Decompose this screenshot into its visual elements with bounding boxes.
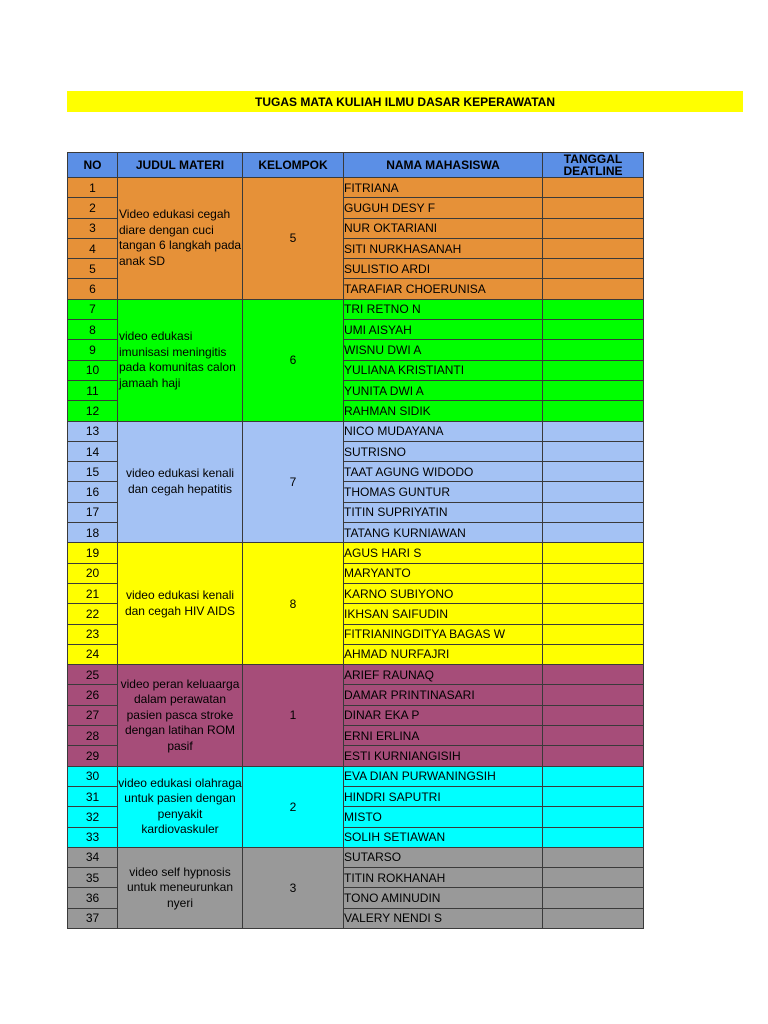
cell-no[interactable]: 37 bbox=[68, 908, 118, 928]
cell-no[interactable]: 32 bbox=[68, 807, 118, 827]
cell-no[interactable]: 6 bbox=[68, 279, 118, 299]
header-nama-mahasiswa[interactable]: NAMA MAHASISWA bbox=[344, 153, 543, 178]
cell-no[interactable]: 11 bbox=[68, 380, 118, 400]
cell-judul-materi[interactable]: video peran keluaarga dalam perawatan pasien pasca stroke dengan latihan ROM pasif bbox=[118, 665, 243, 766]
cell-tanggal-deatline[interactable] bbox=[543, 198, 644, 218]
cell-tanggal-deatline[interactable] bbox=[543, 421, 644, 441]
header-tanggal-deatline[interactable]: TANGGAL DEATLINE bbox=[543, 153, 644, 178]
cell-no[interactable]: 34 bbox=[68, 847, 118, 867]
table-row bbox=[68, 847, 644, 867]
header-no[interactable]: NO bbox=[68, 153, 118, 178]
cell-tanggal-deatline[interactable] bbox=[543, 482, 644, 502]
table-row bbox=[68, 766, 644, 786]
cell-no[interactable]: 2 bbox=[68, 198, 118, 218]
table-row bbox=[68, 178, 644, 198]
cell-no[interactable]: 1 bbox=[68, 178, 118, 198]
cell-nama-mahasiswa[interactable]: THOMAS GUNTUR bbox=[344, 482, 543, 502]
cell-no[interactable]: 29 bbox=[68, 746, 118, 766]
cell-tanggal-deatline[interactable] bbox=[543, 238, 644, 258]
cell-tanggal-deatline[interactable] bbox=[543, 441, 644, 461]
sheet-title: TUGAS MATA KULIAH ILMU DASAR KEPERAWATAN bbox=[67, 91, 743, 112]
cell-nama-mahasiswa[interactable]: FITRIANINGDITYA BAGAS W bbox=[344, 624, 543, 644]
cell-judul-materi[interactable]: video edukasi kenali dan cegah hepatitis bbox=[118, 421, 243, 543]
cell-no[interactable]: 21 bbox=[68, 583, 118, 603]
cell-no[interactable]: 8 bbox=[68, 320, 118, 340]
cell-nama-mahasiswa[interactable]: ESTI KURNIANGISIH bbox=[344, 746, 543, 766]
cell-nama-mahasiswa[interactable]: EVA DIAN PURWANINGSIH bbox=[344, 766, 543, 786]
cell-nama-mahasiswa[interactable]: TITIN ROKHANAH bbox=[344, 868, 543, 888]
cell-nama-mahasiswa[interactable]: TARAFIAR CHOERUNISA bbox=[344, 279, 543, 299]
cell-kelompok[interactable]: 6 bbox=[243, 299, 344, 421]
cell-nama-mahasiswa[interactable]: GUGUH DESY F bbox=[344, 198, 543, 218]
cell-no[interactable]: 22 bbox=[68, 604, 118, 624]
cell-no[interactable]: 9 bbox=[68, 340, 118, 360]
cell-no[interactable]: 28 bbox=[68, 726, 118, 746]
cell-no[interactable]: 7 bbox=[68, 299, 118, 319]
cell-kelompok[interactable]: 1 bbox=[243, 665, 344, 766]
cell-no[interactable]: 17 bbox=[68, 502, 118, 522]
cell-kelompok[interactable]: 3 bbox=[243, 847, 344, 928]
table-row bbox=[68, 665, 644, 685]
cell-tanggal-deatline[interactable] bbox=[543, 604, 644, 624]
cell-judul-materi[interactable]: video edukasi imunisasi meningitis pada komunitas calon jamaah haji bbox=[118, 299, 243, 421]
cell-no[interactable]: 15 bbox=[68, 462, 118, 482]
cell-tanggal-deatline[interactable] bbox=[543, 523, 644, 543]
cell-no[interactable]: 36 bbox=[68, 888, 118, 908]
cell-tanggal-deatline[interactable] bbox=[543, 218, 644, 238]
cell-nama-mahasiswa[interactable]: KARNO SUBIYONO bbox=[344, 583, 543, 603]
cell-judul-materi[interactable]: video self hypnosis untuk meneurunkan nyeri bbox=[118, 847, 243, 928]
cell-nama-mahasiswa[interactable]: NUR OKTARIANI bbox=[344, 218, 543, 238]
cell-nama-mahasiswa[interactable]: SULISTIO ARDI bbox=[344, 259, 543, 279]
cell-tanggal-deatline[interactable] bbox=[543, 786, 644, 806]
cell-no[interactable]: 14 bbox=[68, 441, 118, 461]
cell-nama-mahasiswa[interactable]: HINDRI SAPUTRI bbox=[344, 786, 543, 806]
cell-tanggal-deatline[interactable] bbox=[543, 665, 644, 685]
cell-no[interactable]: 18 bbox=[68, 523, 118, 543]
cell-kelompok[interactable]: 8 bbox=[243, 543, 344, 665]
cell-tanggal-deatline[interactable] bbox=[543, 827, 644, 847]
cell-judul-materi[interactable]: video edukasi kenali dan cegah HIV AIDS bbox=[118, 543, 243, 665]
cell-no[interactable]: 26 bbox=[68, 685, 118, 705]
cell-kelompok[interactable]: 7 bbox=[243, 421, 344, 543]
cell-nama-mahasiswa[interactable]: YULIANA KRISTIANTI bbox=[344, 360, 543, 380]
cell-nama-mahasiswa[interactable]: AGUS HARI S bbox=[344, 543, 543, 563]
cell-kelompok[interactable]: 2 bbox=[243, 766, 344, 847]
cell-no[interactable]: 27 bbox=[68, 705, 118, 725]
cell-nama-mahasiswa[interactable]: IKHSAN SAIFUDIN bbox=[344, 604, 543, 624]
cell-nama-mahasiswa[interactable]: SUTRISNO bbox=[344, 441, 543, 461]
cell-nama-mahasiswa[interactable]: WISNU DWI A bbox=[344, 340, 543, 360]
cell-nama-mahasiswa[interactable]: SOLIH SETIAWAN bbox=[344, 827, 543, 847]
cell-no[interactable]: 19 bbox=[68, 543, 118, 563]
table-row bbox=[68, 421, 644, 441]
cell-tanggal-deatline[interactable] bbox=[543, 908, 644, 928]
cell-no[interactable]: 35 bbox=[68, 868, 118, 888]
cell-no[interactable]: 4 bbox=[68, 238, 118, 258]
header-kelompok[interactable]: KELOMPOK bbox=[243, 153, 344, 178]
cell-kelompok[interactable]: 5 bbox=[243, 178, 344, 300]
cell-tanggal-deatline[interactable] bbox=[543, 847, 644, 867]
cell-tanggal-deatline[interactable] bbox=[543, 502, 644, 522]
cell-tanggal-deatline[interactable] bbox=[543, 320, 644, 340]
cell-nama-mahasiswa[interactable]: DINAR EKA P bbox=[344, 705, 543, 725]
cell-no[interactable]: 12 bbox=[68, 401, 118, 421]
cell-tanggal-deatline[interactable] bbox=[543, 766, 644, 786]
cell-nama-mahasiswa[interactable]: SUTARSO bbox=[344, 847, 543, 867]
cell-nama-mahasiswa[interactable]: AHMAD NURFAJRI bbox=[344, 644, 543, 664]
table-row bbox=[68, 543, 644, 563]
cell-nama-mahasiswa[interactable]: UMI AISYAH bbox=[344, 320, 543, 340]
cell-nama-mahasiswa[interactable]: TAAT AGUNG WIDODO bbox=[344, 462, 543, 482]
cell-nama-mahasiswa[interactable]: MISTO bbox=[344, 807, 543, 827]
cell-tanggal-deatline[interactable] bbox=[543, 624, 644, 644]
cell-nama-mahasiswa[interactable]: FITRIANA bbox=[344, 178, 543, 198]
cell-nama-mahasiswa[interactable]: MARYANTO bbox=[344, 563, 543, 583]
cell-no[interactable]: 5 bbox=[68, 259, 118, 279]
cell-no[interactable]: 33 bbox=[68, 827, 118, 847]
cell-tanggal-deatline[interactable] bbox=[543, 401, 644, 421]
cell-no[interactable]: 31 bbox=[68, 786, 118, 806]
cell-tanggal-deatline[interactable] bbox=[543, 563, 644, 583]
cell-nama-mahasiswa[interactable]: VALERY NENDI S bbox=[344, 908, 543, 928]
cell-no[interactable]: 30 bbox=[68, 766, 118, 786]
cell-no[interactable]: 13 bbox=[68, 421, 118, 441]
cell-tanggal-deatline[interactable] bbox=[543, 178, 644, 198]
cell-tanggal-deatline[interactable] bbox=[543, 259, 644, 279]
cell-no[interactable]: 10 bbox=[68, 360, 118, 380]
cell-tanggal-deatline[interactable] bbox=[543, 807, 644, 827]
cell-tanggal-deatline[interactable] bbox=[543, 462, 644, 482]
cell-no[interactable]: 16 bbox=[68, 482, 118, 502]
header-judul-materi[interactable]: JUDUL MATERI bbox=[118, 153, 243, 178]
cell-tanggal-deatline[interactable] bbox=[543, 380, 644, 400]
student-assignment-table bbox=[67, 152, 644, 929]
cell-judul-materi[interactable]: Video edukasi cegah diare dengan cuci tangan 6 langkah pada anak SD bbox=[118, 178, 243, 300]
cell-tanggal-deatline[interactable] bbox=[543, 583, 644, 603]
cell-tanggal-deatline[interactable] bbox=[543, 705, 644, 725]
cell-tanggal-deatline[interactable] bbox=[543, 644, 644, 664]
header-row bbox=[68, 153, 644, 178]
cell-tanggal-deatline[interactable] bbox=[543, 543, 644, 563]
cell-nama-mahasiswa[interactable]: ERNI ERLINA bbox=[344, 726, 543, 746]
cell-nama-mahasiswa[interactable]: TATANG KURNIAWAN bbox=[344, 523, 543, 543]
cell-nama-mahasiswa[interactable]: RAHMAN SIDIK bbox=[344, 401, 543, 421]
cell-tanggal-deatline[interactable] bbox=[543, 868, 644, 888]
cell-no[interactable]: 23 bbox=[68, 624, 118, 644]
cell-nama-mahasiswa[interactable]: SITI NURKHASANAH bbox=[344, 238, 543, 258]
cell-tanggal-deatline[interactable] bbox=[543, 279, 644, 299]
cell-tanggal-deatline[interactable] bbox=[543, 340, 644, 360]
cell-nama-mahasiswa[interactable]: TONO AMINUDIN bbox=[344, 888, 543, 908]
cell-nama-mahasiswa[interactable]: ARIEF RAUNAQ bbox=[344, 665, 543, 685]
cell-tanggal-deatline[interactable] bbox=[543, 685, 644, 705]
cell-no[interactable]: 3 bbox=[68, 218, 118, 238]
cell-nama-mahasiswa[interactable]: YUNITA DWI A bbox=[344, 380, 543, 400]
cell-tanggal-deatline[interactable] bbox=[543, 746, 644, 766]
cell-nama-mahasiswa[interactable]: TRI RETNO N bbox=[344, 299, 543, 319]
cell-no[interactable]: 25 bbox=[68, 665, 118, 685]
cell-tanggal-deatline[interactable] bbox=[543, 888, 644, 908]
cell-nama-mahasiswa[interactable]: TITIN SUPRIYATIN bbox=[344, 502, 543, 522]
cell-tanggal-deatline[interactable] bbox=[543, 360, 644, 380]
cell-judul-materi[interactable]: video edukasi olahraga untuk pasien dengan penyakit kardiovaskuler bbox=[118, 766, 243, 847]
cell-tanggal-deatline[interactable] bbox=[543, 299, 644, 319]
cell-nama-mahasiswa[interactable]: NICO MUDAYANA bbox=[344, 421, 543, 441]
cell-tanggal-deatline[interactable] bbox=[543, 726, 644, 746]
cell-no[interactable]: 20 bbox=[68, 563, 118, 583]
cell-nama-mahasiswa[interactable]: DAMAR PRINTINASARI bbox=[344, 685, 543, 705]
cell-no[interactable]: 24 bbox=[68, 644, 118, 664]
table-row bbox=[68, 299, 644, 319]
table-body bbox=[68, 178, 644, 929]
